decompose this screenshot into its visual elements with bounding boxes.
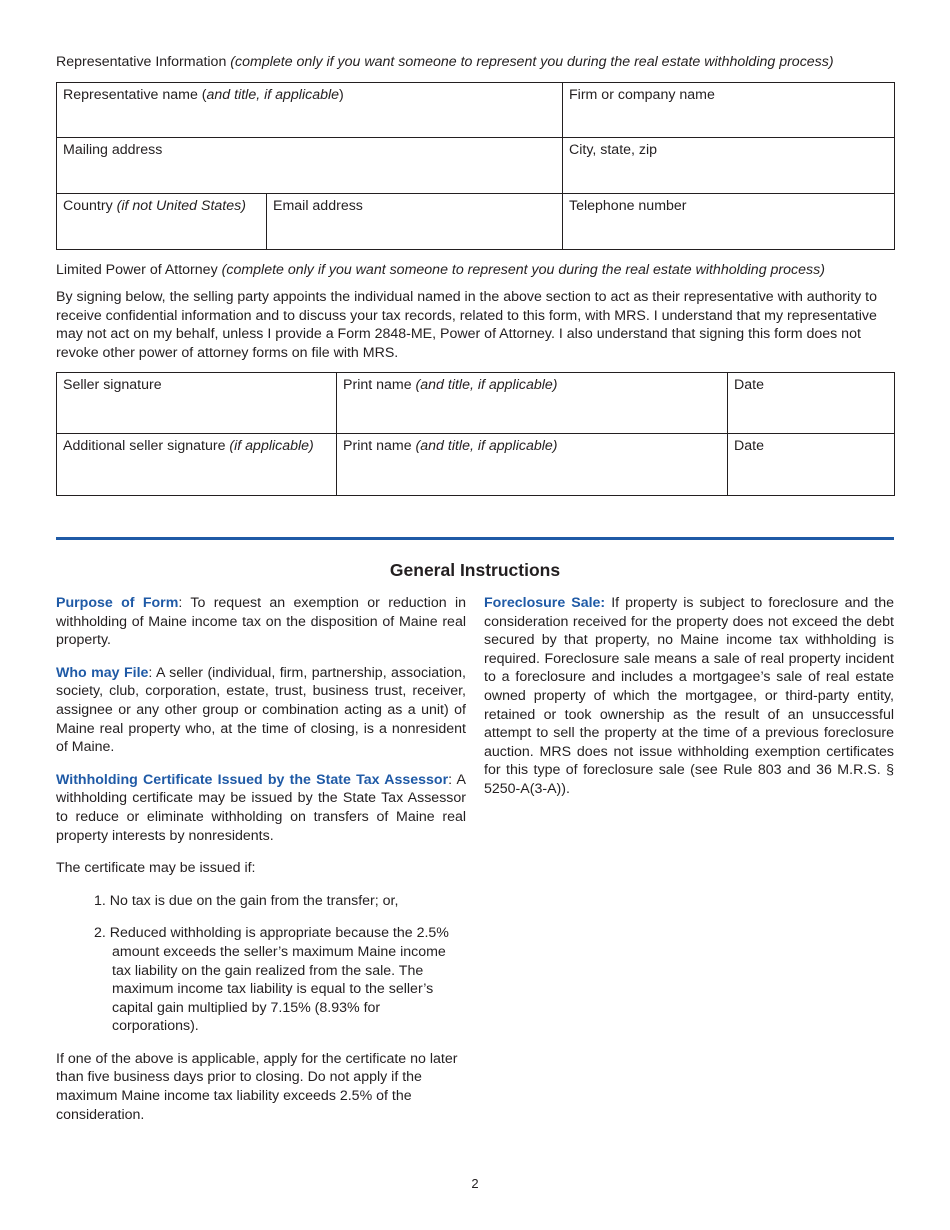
list-item: 1. No tax is due on the gain from the transfer; or,	[94, 892, 399, 909]
city-state-zip-field[interactable]: City, state, zip	[563, 138, 895, 194]
purpose-paragraph: Purpose of Form: To request an exemption or reduction in withholding of Maine income tax on the disposition of Maine real property.	[56, 595, 467, 649]
who-may-file-heading: Who may File	[56, 664, 149, 681]
date-field-2[interactable]: Date	[728, 434, 895, 496]
email-address-field[interactable]: Email address	[267, 194, 563, 250]
rep-name-field[interactable]: Representative name (and title, if applicable)	[57, 83, 563, 138]
certificate-paragraph: Withholding Certificate Issued by the State Tax Assessor: A withholding certificate may be issued by the State Tax Assessor to reduce or eliminate withholding on transfers of Maine real property interests by nonresidents.	[56, 771, 466, 844]
print-name-field[interactable]: Print name (and title, if applicable)	[337, 373, 728, 434]
conditions-list	[56, 892, 466, 1036]
rep-section-title: Representative Information	[56, 54, 227, 70]
poa-section-heading	[56, 262, 896, 278]
list-item: 2. Reduced withholding is appropriate because the 2.5% amount exceeds the seller’s maximum Maine income tax liability on the gain realized from the sale. The maximum income tax liability is equal to the seller’s capital gain multiplied by 7.15% (8.93% for corporations).	[94, 925, 449, 1035]
foreclosure-paragraph: Foreclosure Sale: If property is subject to foreclosure and the consideration received for the property does not exceed the debt secured by that property, no Maine income tax withholding is required. Foreclosure sale means a sale of real property incident to a foreclosure and includes a mortgagee’s sale of real estate owned property of which the mortgagee, or third-party entity, retained or took ownership as the result of an unsuccessful attempt to sell the property at the time of a previous foreclosure auction. MRS does not issue withholding exemption certificates for this type of foreclosure sale (see Rule 803 and 36 M.R.S. § 5250-A(3-A)).	[484, 595, 894, 797]
poa-section-title: Limited Power of Attorney	[56, 262, 218, 278]
poa-section-note: (complete only if you want someone to represent you during the real estate withholding process)	[221, 262, 825, 278]
seller-signature-field[interactable]: Seller signature	[57, 373, 337, 434]
country-field[interactable]: Country (if not United States)	[57, 194, 267, 250]
representative-section-heading	[56, 54, 896, 70]
mailing-address-field[interactable]: Mailing address	[57, 138, 563, 194]
firm-name-field[interactable]: Firm or company name	[563, 83, 895, 138]
who-may-file-paragraph: Who may File: A seller (individual, firm, partnership, association, society, club, corporation, estate, trust, business trust, receiver, assignee or any other group or combination acting as a unit) of Maine real property who, at the time of closing, is a nonresident of Maine.	[56, 664, 466, 756]
rep-section-note: (complete only if you want someone to represent you during the real estate withholding process)	[230, 54, 834, 70]
representative-table	[56, 82, 895, 250]
apply-paragraph: If one of the above is applicable, apply for the certificate no later than five business days prior to closing. Do not apply if the maximum Maine income tax liability exceeds 2.5% of the consideration.	[56, 1050, 458, 1123]
poa-body-text: By signing below, the selling party appoints the individual named in the above section to act as their representative with authority to receive confidential information and to discuss your tax records, related to this form, with MRS. I understand that my representative may not act on my behalf, unless I provide a Form 2848-ME, Power of Attorney. I also understand that signing this form does not revoke other power of attorney forms on file with MRS.	[56, 289, 877, 361]
page-number: 2	[471, 1176, 479, 1191]
foreclosure-heading: Foreclosure Sale:	[484, 595, 606, 611]
date-field[interactable]: Date	[728, 373, 895, 434]
instructions-right-column	[484, 594, 894, 813]
instructions-left-column	[56, 594, 466, 1138]
may-be-issued-text: The certificate may be issued if:	[56, 860, 256, 877]
general-instructions-title: General Instructions	[389, 560, 561, 580]
telephone-field[interactable]: Telephone number	[563, 194, 895, 250]
certificate-heading: Withholding Certificate Issued by the State Tax Assessor	[56, 771, 449, 788]
additional-seller-signature-field[interactable]: Additional seller signature (if applicable)	[57, 434, 337, 496]
section-divider	[56, 537, 894, 540]
print-name-field-2[interactable]: Print name (and title, if applicable)	[337, 434, 728, 496]
signature-table	[56, 372, 895, 496]
purpose-heading: Purpose of Form	[56, 595, 179, 611]
